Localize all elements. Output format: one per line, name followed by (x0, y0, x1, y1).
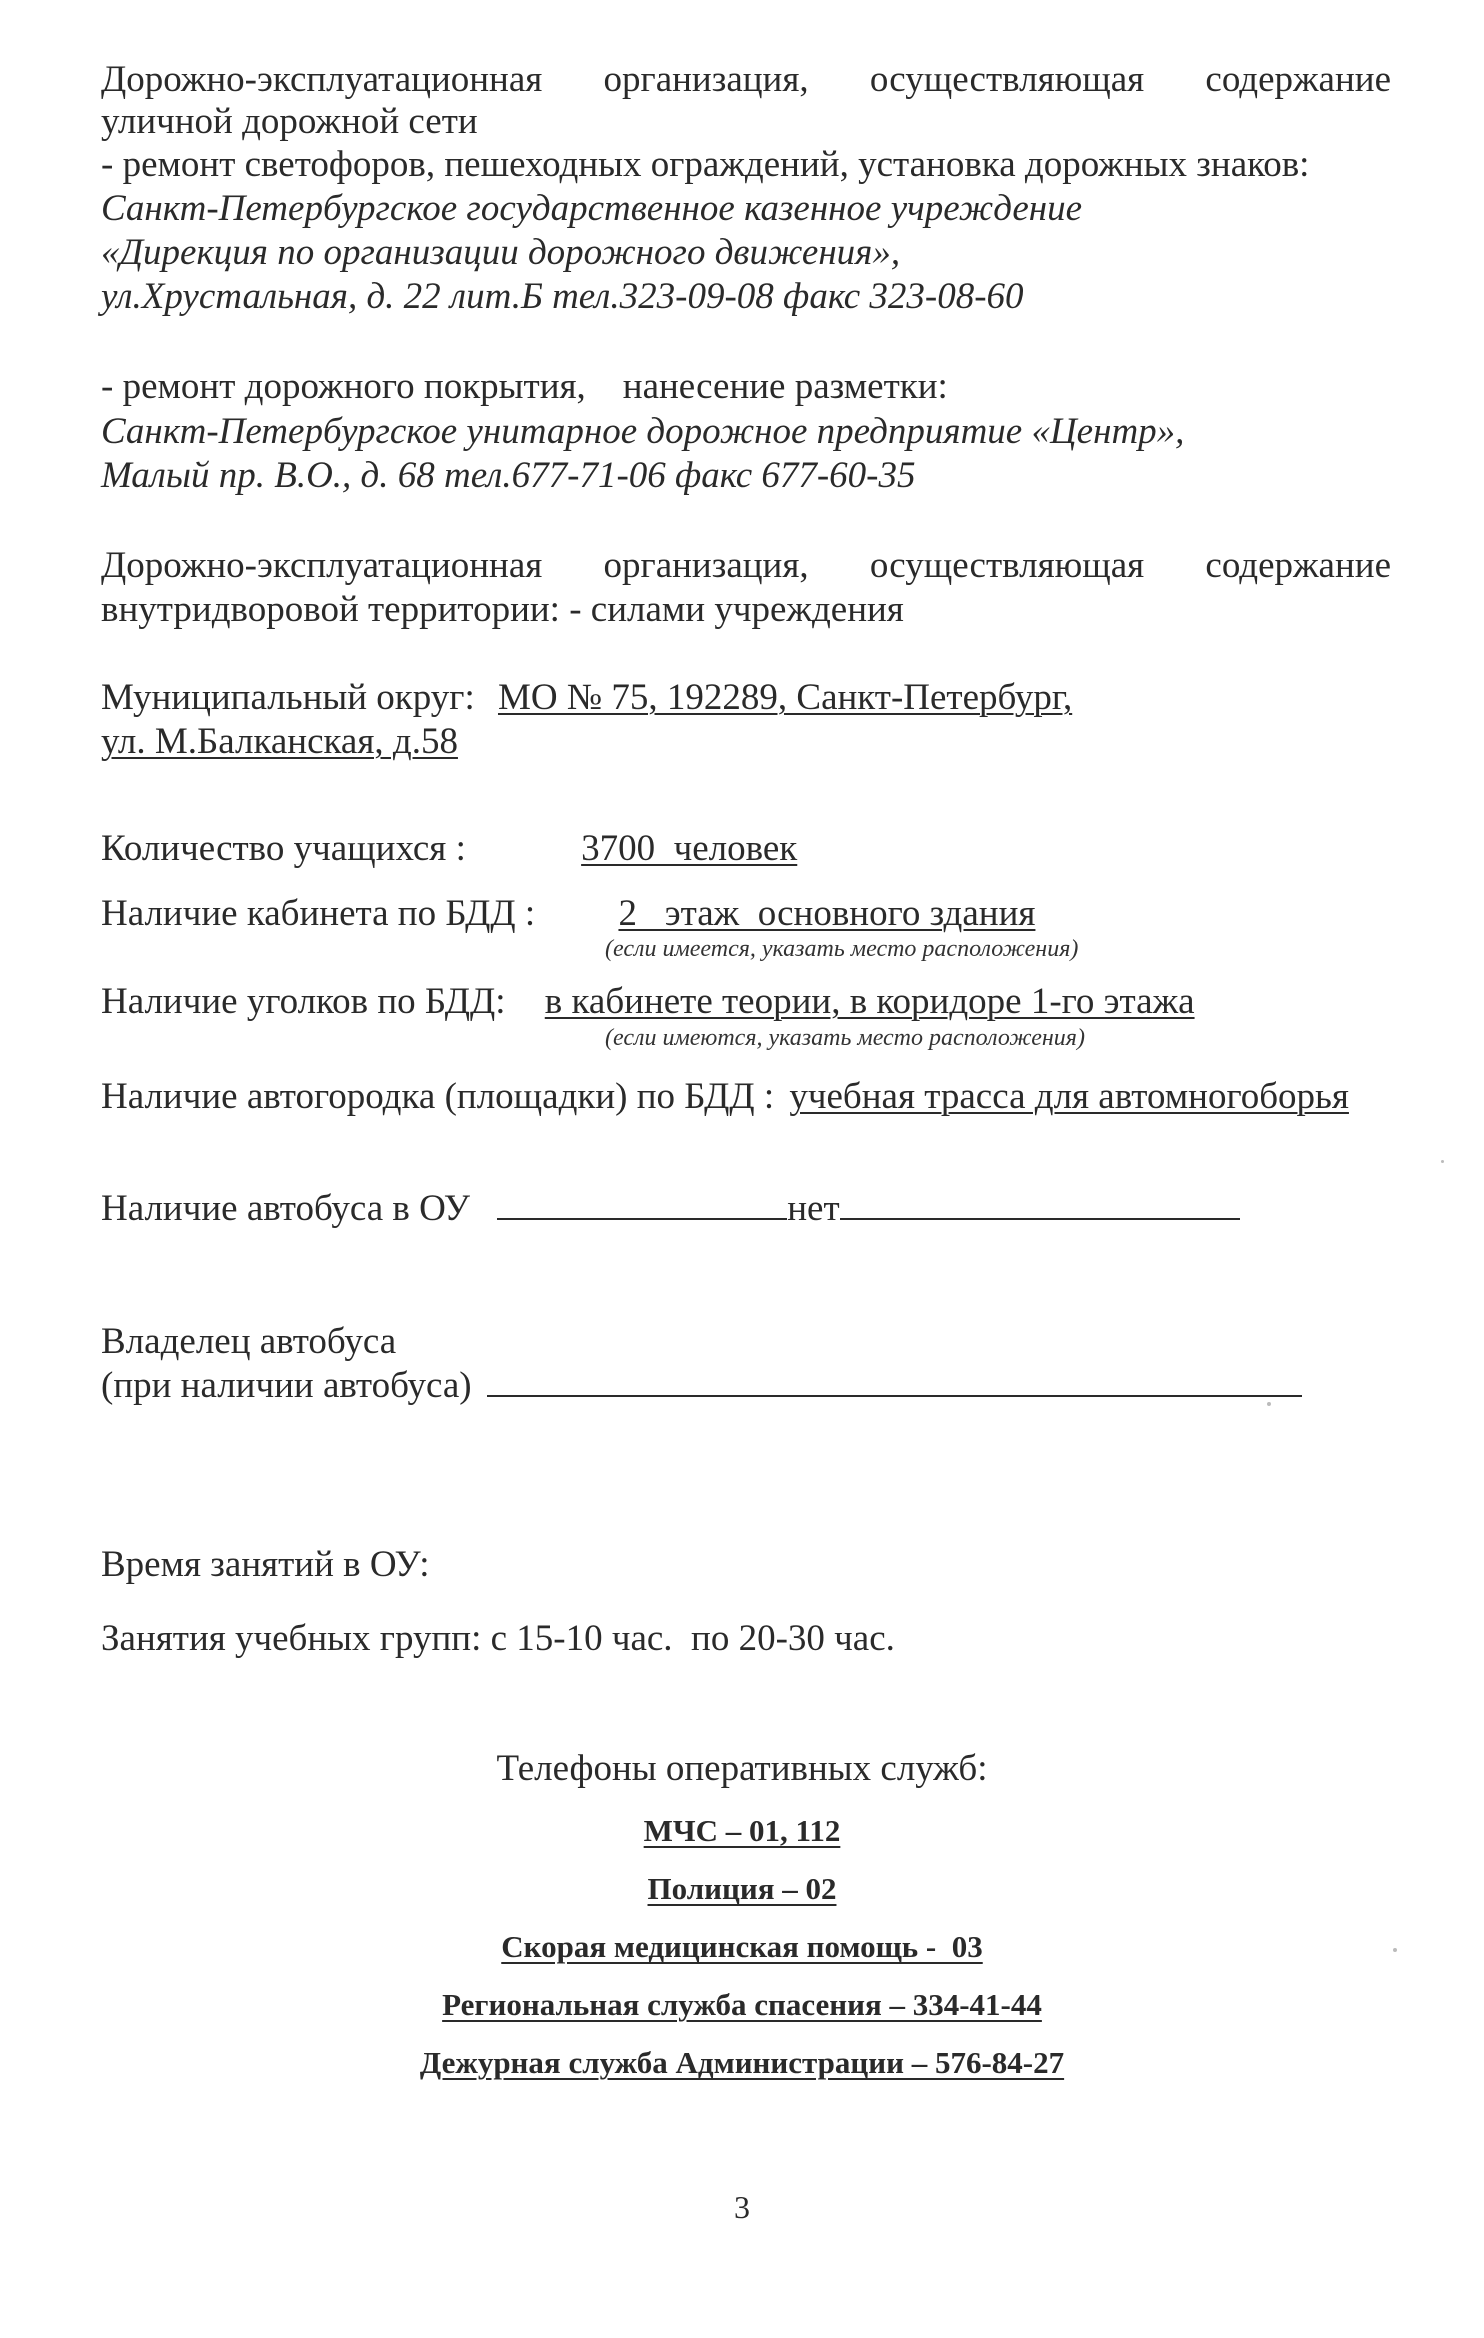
cabinet-row (101, 892, 1035, 936)
municipal-value: МО № 75, 192289, Санкт-Петербург, (497, 677, 1073, 718)
phone-item (0, 2044, 1484, 2082)
phones-title: Телефоны оперативных служб: (496, 1748, 988, 1789)
bus-owner-sublabel: (при наличии автобуса) (101, 1365, 472, 1406)
scan-speck (1393, 1948, 1397, 1952)
bus-blank-left (497, 1188, 787, 1220)
corners-hint: (если имеются, указать место расположения) (605, 1025, 1085, 1051)
schedule-groups: Занятия учебных групп: с 15-10 час. по 20-30 час. (101, 1618, 895, 1659)
repair-lights-line: - ремонт светофоров, пешеходных ограждений, установка дорожных знаков: (101, 144, 1310, 185)
yard-org-heading-line2: внутридворовой территории: - силами учреждения (101, 589, 904, 630)
lights-org-name-1: Санкт-Петербургское государственное казенное учреждение (101, 188, 1083, 229)
road-org-heading-line1: Дорожно-эксплуатационная организация, осуществляющая содержание (101, 59, 1392, 100)
phone-item (0, 1812, 1484, 1850)
autotown-value: учебная трасса для автомногоборья (789, 1076, 1349, 1117)
bus-value: нет (787, 1188, 840, 1229)
phone-ambulance: Скорая медицинская помощь - 03 (501, 1929, 983, 1964)
phone-police: Полиция – 02 (647, 1871, 837, 1906)
bus-owner-row (101, 1364, 1302, 1408)
autotown-row (101, 1075, 1349, 1119)
repair-road-line: - ремонт дорожного покрытия, нанесение разметки: (101, 366, 948, 407)
municipal-row (101, 676, 1072, 720)
cabinet-label: Наличие кабинета по БДД : (101, 893, 536, 934)
lights-org-name-2: «Дирекция по организации дорожного движения», (101, 232, 901, 273)
cabinet-value: 2 этаж основного здания (618, 893, 1036, 934)
corners-row (101, 980, 1195, 1024)
students-value: 3700 человек (581, 828, 798, 869)
yard-org-heading-line1: Дорожно-эксплуатационная организация, осуществляющая содержание (101, 545, 1392, 586)
cabinet-hint: (если имеется, указать место расположения) (605, 936, 1079, 962)
municipal-label: Муниципальный округ: (101, 677, 475, 718)
scan-speck (1267, 1402, 1271, 1406)
phone-item (0, 1986, 1484, 2024)
municipal-address: ул. М.Балканская, д.58 (101, 721, 458, 762)
schedule-title: Время занятий в ОУ: (101, 1544, 430, 1585)
bus-label: Наличие автобуса в ОУ (101, 1188, 470, 1229)
road-org-address: Малый пр. В.О., д. 68 тел.677-71-06 факс 677-60-35 (101, 455, 916, 496)
phone-item (0, 1928, 1484, 1966)
phone-item (0, 1870, 1484, 1908)
bus-blank-right (840, 1188, 1240, 1220)
students-row (101, 827, 1067, 871)
road-org-heading-line2: уличной дорожной сети (101, 101, 478, 142)
page-number: 3 (734, 2189, 750, 2225)
bus-owner-label: Владелец автобуса (101, 1321, 397, 1362)
students-label: Количество учащихся : (101, 828, 466, 869)
phone-admin: Дежурная служба Администрации – 576-84-27 (419, 2045, 1065, 2080)
autotown-label: Наличие автогородка (площадки) по БДД : (101, 1076, 775, 1117)
phone-rescue: Региональная служба спасения – 334-41-44 (442, 1987, 1042, 2022)
road-org-name: Санкт-Петербургское унитарное дорожное предприятие «Центр», (101, 411, 1185, 452)
corners-label: Наличие уголков по БДД: (101, 981, 506, 1022)
bus-owner-blank (487, 1365, 1302, 1397)
scan-speck (1441, 1160, 1444, 1163)
phone-mchs: МЧС – 01, 112 (643, 1813, 841, 1848)
bus-row (101, 1187, 1240, 1231)
lights-org-address: ул.Хрустальная, д. 22 лит.Б тел.323-09-08 факс 323-08-60 (101, 276, 1024, 317)
corners-value: в кабинете теории, в коридоре 1-го этажа (544, 981, 1195, 1022)
